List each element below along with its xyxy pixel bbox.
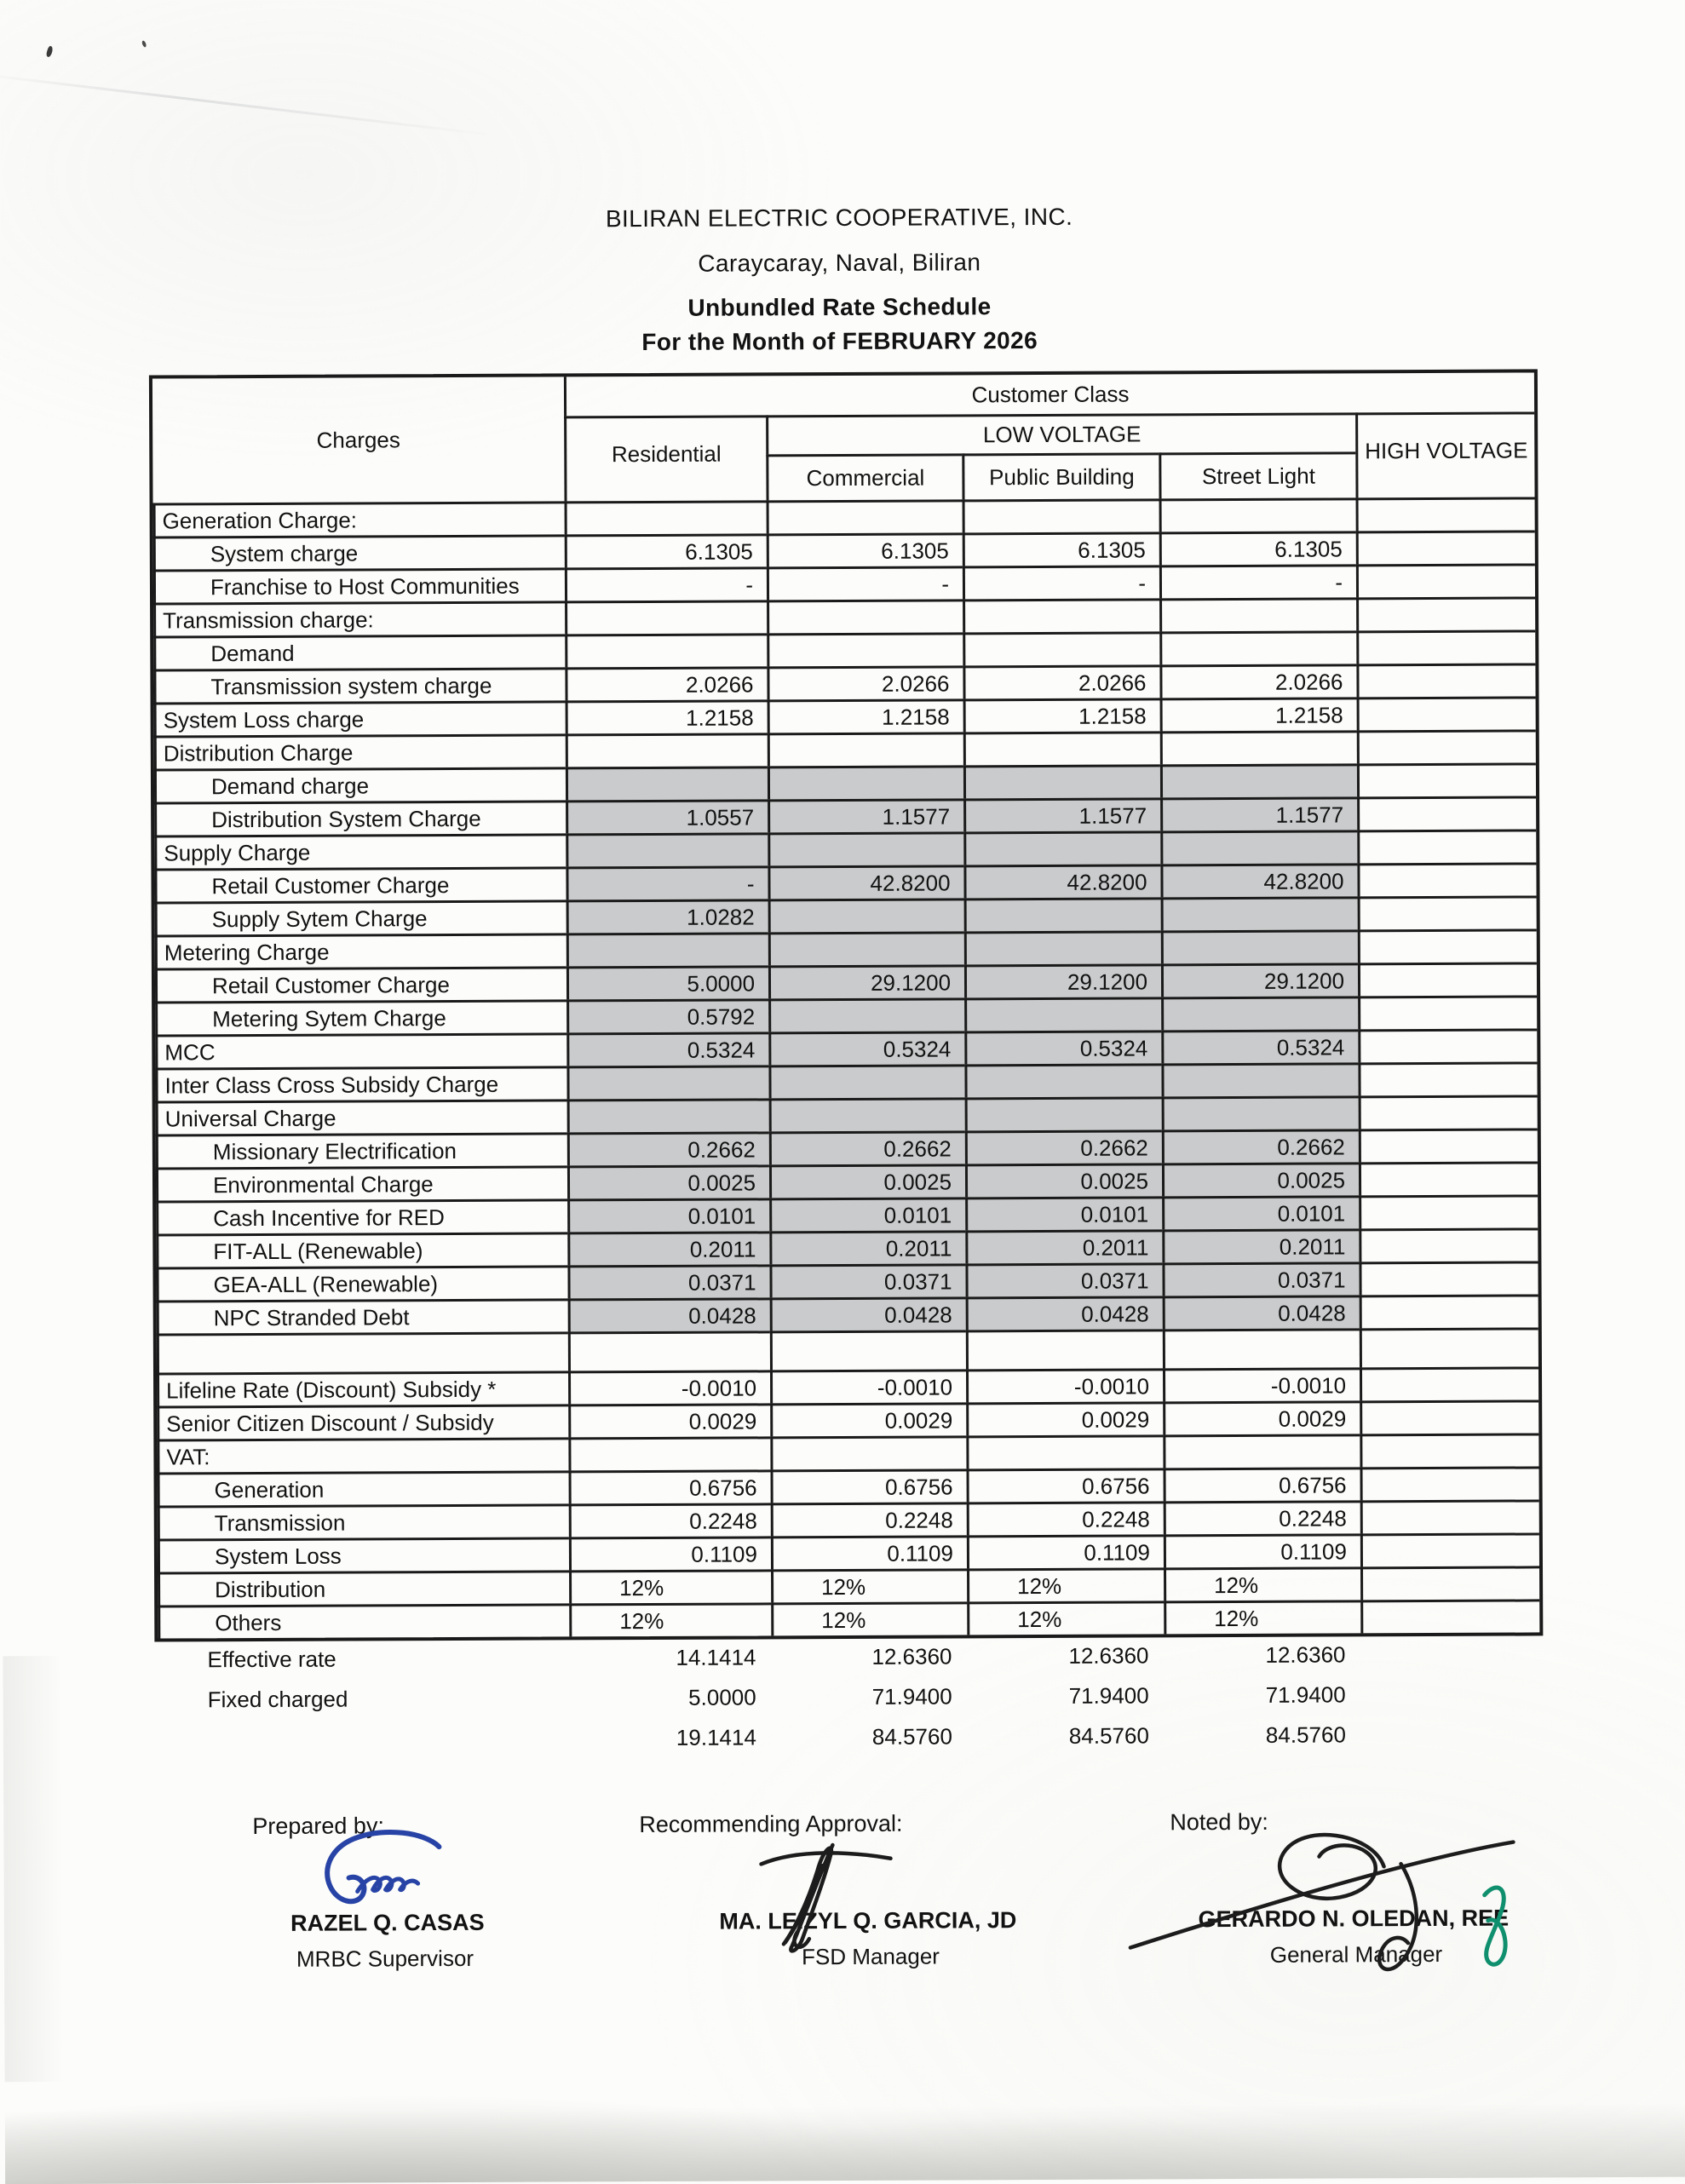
charge-label: Metering Charge [155,933,566,968]
value-cell: 0.6756 [1163,1467,1360,1501]
value-cell: 1.1577 [1160,796,1357,830]
charge-label: System Loss charge [154,700,566,735]
value-cell: 12% [569,1602,771,1636]
value-cell [768,831,963,865]
charge-label: Environmental Charge [156,1165,567,1200]
charge-label: Supply Sytem Charge [155,899,566,934]
prepared-by-title: MRBC Supervisor [296,1945,474,1972]
value-cell: 0.2011 [965,1229,1162,1263]
high-voltage-cell [1360,1399,1538,1434]
value-cell: 0.0371 [769,1263,965,1297]
value-cell: 0.0428 [1163,1295,1360,1329]
value-cell: - [963,565,1159,599]
value-cell: 0.2248 [569,1503,771,1537]
value-cell [769,1097,965,1131]
high-voltage-cell [1360,1366,1538,1400]
value-cell: 0.0428 [568,1297,770,1331]
column-header-commercial: Commercial [766,453,962,500]
high-voltage-cell [1357,796,1536,830]
rate-table-body [153,497,1540,1638]
charge-label: Supply Charge [154,833,566,868]
high-voltage-cell [1360,1433,1538,1467]
noted-by-title: General Manager [1269,1940,1443,1968]
value-cell: 0.2248 [1164,1500,1360,1534]
value-cell: 0.1109 [1164,1533,1360,1567]
column-header-public-building: Public Building [962,452,1159,499]
value-cell [1161,896,1358,930]
value-cell: 6.1305 [565,533,767,567]
value-cell [1161,929,1358,963]
signature-green-flourish [1485,1888,1506,1964]
value-cell [768,732,963,766]
scan-shadow [5,2058,1685,2184]
value-cell: -0.0010 [568,1370,770,1404]
value-cell: 0.5324 [1161,1029,1358,1063]
charge-label: Generation [158,1470,569,1505]
value-cell: 0.1109 [569,1536,771,1570]
charge-label: System charge [153,534,565,569]
charge-label: Retail Customer Charge [154,866,566,901]
value-cell [1160,763,1357,797]
high-voltage-cell [1359,1194,1538,1228]
value-cell [1159,630,1356,664]
prepared-by-name: RAZEL Q. CASAS [290,1909,485,1936]
rate-table [149,369,1544,1641]
value-cell [565,500,767,534]
value-cell [770,1330,966,1370]
document-title: Unbundled Rate Schedule [687,293,992,321]
summary-value: 19.1414 [676,1724,756,1750]
value-cell: 0.5324 [768,1031,964,1065]
charge-label [157,1331,568,1372]
scan-shadow [3,1656,64,2082]
column-header-street-light: Street Light [1159,451,1355,498]
value-cell [566,766,768,800]
high-voltage-cell [1358,962,1537,996]
value-cell: 0.5324 [964,1030,1161,1064]
value-cell [963,598,1159,632]
value-cell: 12% [569,1569,771,1603]
high-voltage-cell [1356,497,1535,531]
value-cell: -0.0010 [770,1369,966,1403]
value-cell [566,1065,768,1099]
high-voltage-cell [1360,1294,1538,1328]
charge-label: GEA-ALL (Renewable) [156,1265,567,1300]
value-cell: 0.5324 [566,1032,768,1066]
charge-label: VAT: [157,1437,568,1472]
recommending-approval-title: FSD Manager [802,1943,940,1970]
value-cell: 42.8200 [963,864,1160,898]
high-voltage-cell [1359,1128,1538,1162]
value-cell: 0.0029 [568,1403,770,1437]
value-cell: 0.2662 [1162,1129,1359,1163]
charge-label: Senior Citizen Discount / Subsidy [157,1404,568,1439]
value-cell [966,1434,1163,1468]
value-cell: 0.0101 [1162,1195,1359,1229]
high-voltage-cell [1359,1161,1538,1195]
value-cell: 0.2662 [965,1129,1162,1164]
value-cell: 2.0266 [1159,664,1356,698]
value-cell: 0.6756 [771,1468,967,1503]
charges-header: Charges [316,426,400,453]
value-cell: 0.0428 [770,1296,966,1331]
signature-oledan [1119,1816,1529,1975]
value-cell: 29.1200 [1161,963,1358,997]
value-cell [963,498,1159,532]
value-cell [767,632,963,666]
ink-speck [45,45,54,57]
value-cell: 0.0101 [567,1198,769,1232]
value-cell: 6.1305 [963,532,1159,566]
charge-label: Demand charge [154,767,566,802]
high-voltage-cell [1358,895,1537,929]
summary-value: 71.9400 [1265,1681,1346,1708]
charge-label: Metering Sytem Charge [155,999,566,1034]
value-cell: 12% [967,1601,1164,1635]
high-voltage-cell [1360,1327,1538,1367]
high-voltage-cell [1356,596,1535,630]
value-cell: 1.2158 [566,699,768,733]
value-cell: 0.2011 [567,1231,769,1265]
customer-class-header: Customer Class [564,372,1534,416]
value-cell: 0.2011 [1162,1228,1359,1262]
value-cell: 12% [967,1567,1164,1601]
value-cell: 0.1109 [771,1535,967,1569]
summary-value: 84.5760 [1265,1721,1346,1748]
value-cell [767,499,963,533]
value-cell: 0.2248 [771,1502,967,1536]
table-row [158,1599,1539,1638]
charge-label: Franchise to Host Communities [153,567,565,602]
value-cell: 0.6756 [966,1468,1163,1502]
column-header-residential: Residential [564,415,766,501]
high-voltage-cell [1360,1466,1538,1500]
value-cell: 2.0266 [565,666,767,700]
value-cell: 0.0029 [770,1402,966,1436]
value-cell [1163,1434,1360,1468]
value-cell [1162,1095,1359,1129]
summary-value: 71.9400 [871,1683,952,1710]
value-cell: 1.0557 [566,799,768,833]
value-cell [565,633,767,667]
high-voltage-cell [1358,1028,1537,1062]
value-cell [963,830,1160,865]
charge-label: Demand [153,634,565,669]
value-cell [963,631,1159,665]
prepared-by-label: Prepared by: [252,1813,384,1840]
value-cell [964,997,1161,1031]
column-header-high-voltage: HIGH VOLTAGE [1355,411,1534,497]
value-cell [568,1331,770,1371]
summary-row [155,1674,1537,1720]
value-cell [1159,597,1356,631]
summary-row [154,1634,1536,1680]
charge-label: System Loss [158,1537,569,1572]
signature-garcia [732,1838,912,1954]
summary-value: 14.1414 [676,1644,756,1670]
value-cell [565,600,767,634]
value-cell: 0.0029 [1163,1400,1360,1434]
value-cell [1161,1062,1358,1096]
value-cell: 6.1305 [1159,531,1356,565]
high-voltage-cell [1359,1095,1538,1129]
charge-label: Others [158,1603,569,1638]
value-cell: 1.2158 [963,698,1160,732]
value-cell [1161,996,1358,1030]
value-cell: 0.0371 [567,1264,769,1298]
value-cell: - [767,566,963,600]
noted-by-label: Noted by: [1170,1808,1268,1836]
value-cell [963,764,1160,798]
high-voltage-cell [1360,1599,1539,1633]
value-cell [768,765,963,799]
value-cell: 0.0101 [769,1197,965,1231]
value-cell: 1.2158 [768,698,963,733]
high-voltage-cell [1360,1566,1539,1600]
value-cell [566,733,768,767]
value-cell: 2.0266 [767,665,963,699]
high-voltage-cell [1358,1061,1537,1095]
value-cell: 1.2158 [1160,697,1357,731]
charge-label: MCC [155,1032,566,1067]
value-cell [568,1436,770,1470]
charge-label: Distribution System Charge [154,800,566,835]
value-cell: 0.2011 [769,1230,965,1264]
high-voltage-cell [1356,563,1535,597]
value-cell [768,898,964,932]
value-cell: 2.0266 [963,664,1159,698]
value-cell: 6.1305 [767,532,963,566]
value-cell: - [1159,564,1356,598]
value-cell: 42.8200 [768,865,963,899]
low-voltage-header: LOW VOLTAGE [766,412,1355,454]
summary-value: 84.5760 [871,1723,952,1750]
summary-label: Effective rate [207,1646,336,1673]
high-voltage-cell [1357,762,1536,796]
high-voltage-cell [1357,696,1536,730]
value-cell: 12% [771,1601,967,1635]
value-cell: 0.6756 [569,1469,771,1503]
charge-label: Transmission [158,1503,569,1538]
value-cell [964,1063,1161,1097]
value-cell: 0.0025 [965,1163,1162,1197]
summary-value: 5.0000 [688,1684,756,1710]
summary-label: Fixed charged [207,1686,348,1713]
value-cell [964,897,1161,931]
charge-label: Inter Class Cross Subsidy Charge [155,1066,566,1101]
value-cell [767,599,963,633]
value-cell [964,930,1161,964]
value-cell: 29.1200 [768,964,964,998]
value-cell: 0.0029 [966,1401,1163,1435]
summary-block [154,1634,1537,1760]
high-voltage-cell [1357,862,1536,896]
high-voltage-cell [1359,1227,1538,1262]
value-cell: 0.0428 [966,1296,1163,1330]
value-cell: 0.2662 [769,1130,965,1164]
high-voltage-cell [1358,928,1537,963]
value-cell: 29.1200 [964,963,1161,997]
value-cell: 0.0101 [965,1196,1162,1230]
noted-by-name: GERARDO N. OLEDAN, REE [1198,1905,1510,1933]
value-cell: - [565,566,767,601]
high-voltage-cell [1359,1261,1538,1295]
value-cell: 0.0025 [567,1164,769,1198]
summary-value: 12.6360 [1265,1641,1346,1668]
value-cell: 0.0025 [1162,1162,1359,1196]
charge-label: Cash Incentive for RED [156,1198,567,1233]
value-cell: 0.1109 [967,1534,1164,1568]
high-voltage-cell [1356,629,1535,664]
value-cell: - [566,865,768,899]
value-cell: 5.0000 [566,965,768,999]
charge-label: Distribution Charge [154,733,566,768]
summary-value: 84.5760 [1068,1722,1149,1749]
value-cell [567,1098,769,1132]
value-cell: 0.0371 [965,1262,1162,1296]
charge-label: Universal Charge [156,1099,567,1134]
summary-row [155,1714,1537,1760]
charge-label: Retail Customer Charge [155,966,566,1001]
high-voltage-cell [1360,1532,1539,1566]
org-address: Caraycaray, Naval, Biliran [698,249,981,277]
value-cell: 1.1577 [768,798,963,832]
value-cell [966,1329,1163,1369]
high-voltage-cell [1358,995,1537,1029]
ink-speck [141,40,147,48]
charge-label: Lifeline Rate (Discount) Subsidy * [157,1371,568,1405]
value-cell [1163,1328,1360,1368]
value-cell: 0.5792 [566,998,768,1032]
recommending-approval-label: Recommending Approval: [639,1810,903,1838]
high-voltage-cell [1360,1499,1539,1533]
value-cell [963,731,1160,765]
value-cell: 0.2662 [567,1131,769,1165]
high-voltage-cell [1357,829,1536,863]
value-cell [1160,830,1357,864]
value-cell [1160,730,1357,764]
value-cell [768,1064,964,1098]
value-cell: 1.1577 [963,797,1160,831]
paper-crease [0,72,497,137]
value-cell: 12% [1164,1566,1360,1601]
charge-label: Generation Charge: [153,501,565,536]
value-cell [566,932,768,966]
summary-value: 12.6360 [1068,1642,1149,1669]
value-cell: 0.0371 [1162,1262,1359,1296]
value-cell [566,832,768,866]
value-cell [1159,497,1356,532]
spacer-row [157,1327,1538,1372]
charge-label: Transmission system charge [153,667,565,702]
value-cell: -0.0010 [966,1368,1163,1402]
value-cell: 0.2248 [967,1501,1164,1535]
signature-casas [306,1826,468,1912]
value-cell [768,997,964,1032]
value-cell: 12% [771,1568,967,1602]
value-cell: 12% [1164,1600,1360,1634]
charge-label: NPC Stranded Debt [157,1298,568,1333]
high-voltage-cell [1357,729,1536,763]
org-name: BILIRAN ELECTRIC COOPERATIVE, INC. [605,203,1073,233]
value-cell [768,931,964,965]
value-cell: 0.0025 [769,1164,965,1198]
value-cell: 42.8200 [1160,863,1357,897]
value-cell: -0.0010 [1163,1367,1360,1401]
summary-value: 12.6360 [871,1643,952,1670]
charge-label: Distribution [158,1570,569,1605]
charge-label: FIT-ALL (Renewable) [156,1232,567,1267]
charge-label: Transmission charge: [153,601,565,635]
high-voltage-cell [1356,663,1535,697]
recommending-approval-name: MA. LEIZYL Q. GARCIA, JD [719,1907,1017,1934]
value-cell [965,1096,1162,1130]
document-subtitle: For the Month of FEBRUARY 2026 [641,326,1038,356]
value-cell: 1.0282 [566,899,768,933]
summary-value: 71.9400 [1068,1682,1149,1709]
charge-label: Missionary Electrification [156,1132,567,1167]
value-cell [770,1435,966,1469]
high-voltage-cell [1356,530,1535,564]
